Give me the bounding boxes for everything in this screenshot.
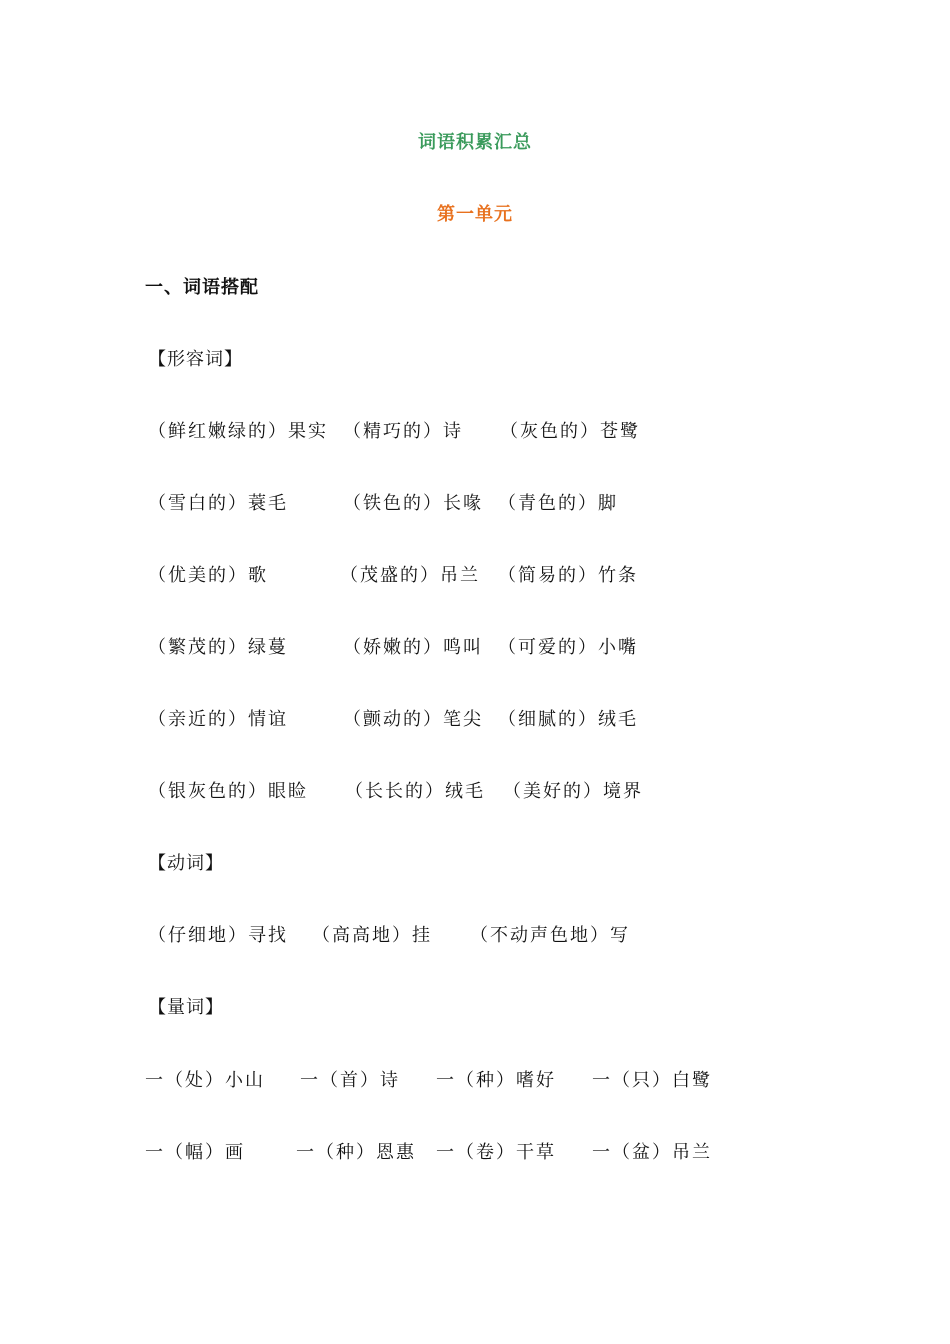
category-verb: 【动词】 <box>148 853 224 874</box>
phrase-item: 一（种）恩惠 <box>296 1142 416 1163</box>
phrase-item: （铁色的）长喙 <box>343 493 483 514</box>
unit-title: 第一单元 <box>437 204 513 225</box>
phrase-item: （颤动的）笔尖 <box>343 709 483 730</box>
phrase-item: （繁茂的）绿蔓 <box>148 637 288 658</box>
phrase-item: （精巧的）诗 <box>343 421 463 442</box>
phrase-item: （简易的）竹条 <box>498 565 638 586</box>
category-measure: 【量词】 <box>148 997 224 1018</box>
phrase-item: （娇嫩的）鸣叫 <box>343 637 483 658</box>
phrase-item: 一（处）小山 <box>145 1070 265 1091</box>
phrase-item: （银灰色的）眼睑 <box>148 781 308 802</box>
phrase-item: 一（盆）吊兰 <box>592 1142 712 1163</box>
phrase-item: 一（只）白鹭 <box>592 1070 712 1091</box>
phrase-item: （优美的）歌 <box>148 565 268 586</box>
phrase-item: （仔细地）寻找 <box>148 925 288 946</box>
phrase-item: （茂盛的）吊兰 <box>340 565 480 586</box>
phrase-item: 一（种）嗜好 <box>436 1070 556 1091</box>
phrase-item: （亲近的）情谊 <box>148 709 288 730</box>
phrase-item: （高高地）挂 <box>312 925 432 946</box>
phrase-item: （雪白的）蓑毛 <box>148 493 288 514</box>
phrase-item: （鲜红嫩绿的）果实 <box>148 421 328 442</box>
phrase-item: 一（首）诗 <box>300 1070 400 1091</box>
phrase-item: （灰色的）苍鹭 <box>500 421 640 442</box>
phrase-item: （长长的）绒毛 <box>345 781 485 802</box>
phrase-item: （细腻的）绒毛 <box>498 709 638 730</box>
phrase-item: （可爱的）小嘴 <box>498 637 638 658</box>
phrase-item: （美好的）境界 <box>503 781 643 802</box>
phrase-item: 一（幅）画 <box>145 1142 245 1163</box>
phrase-item: 一（卷）干草 <box>436 1142 556 1163</box>
document-title: 词语积累汇总 <box>418 132 532 153</box>
phrase-item: （不动声色地）写 <box>470 925 630 946</box>
phrase-item: （青色的）脚 <box>498 493 618 514</box>
category-adjective: 【形容词】 <box>148 349 243 370</box>
section-heading: 一、词语搭配 <box>145 277 259 298</box>
